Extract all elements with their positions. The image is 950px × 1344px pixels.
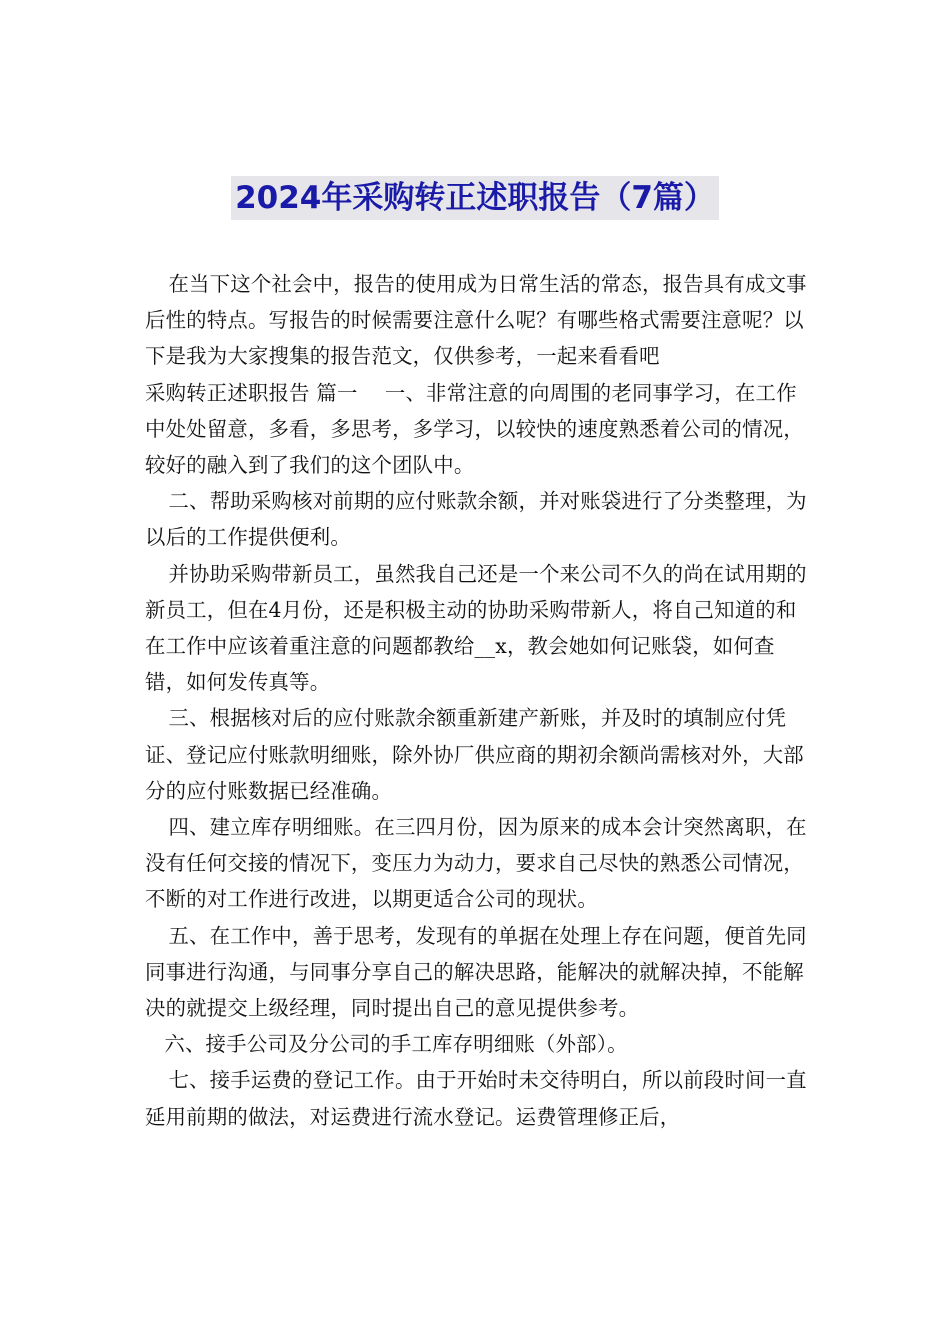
- body-paragraph: 七、接手运费的登记工作。由于开始时未交待明白，所以前段时间一直延用前期的做法，对运费进行流水登记。运费管理修正后，: [145, 1068, 807, 1129]
- document-body: [145, 266, 807, 1135]
- body-paragraph: 五、在工作中，善于思考，发现有的单据在处理上存在问题，便首先同同事进行沟通，与同事分享自己的解决思路，能解决的就解决掉，不能解决的就提交上级经理，同时提出自己的意见提供参考。: [145, 923, 807, 1021]
- document-title: 2024年采购转正述职报告（7篇）: [231, 176, 719, 220]
- title-area: [0, 176, 950, 220]
- body-paragraph: 三、根据核对后的应付账款余额重新建产新账，并及时的填制应付凭证、登记应付账款明细账，除外协厂供应商的期初余额尚需核对外，大部分的应付账数据已经准确。: [145, 706, 804, 803]
- intro-paragraph: 在当下这个社会中，报告的使用成为日常生活的常态，报告具有成文事后性的特点。写报告的时候需要注意什么呢？有哪些格式需要注意呢？以下是我为大家搜集的报告范文，仅供参考，一起来看看吧: [145, 272, 807, 369]
- body-paragraph: 二、帮助采购核对前期的应付账款余额，并对账袋进行了分类整理，为以后的工作提供便利。: [145, 489, 807, 550]
- body-paragraph: 并协助采购带新员工，虽然我自己还是一个来公司不久的尚在试用期的新员工，但在4月份，还是积极主动的协助采购带新人，将自己知道的和在工作中应该着重注意的问题都教给__x，教会她如何记账袋，如何查错，如何发传真等。: [145, 561, 807, 695]
- body-paragraph: 六、接手公司及分公司的手工库存明细账（外部）。: [164, 1032, 628, 1057]
- section-heading-paragraph: 采购转正述职报告 篇一 一、非常注意的向周围的老同事学习，在工作中处处留意，多看，多思考，多学习，以较快的速度熟悉着公司的情况，较好的融入到了我们的这个团队中。: [145, 380, 804, 478]
- body-paragraph: 四、建立库存明细账。在三四月份，因为原来的成本会计突然离职，在没有任何交接的情况下，变压力为动力，要求自己尽快的熟悉公司情况，不断的对工作进行改进，以期更适合公司的现状。: [145, 815, 807, 912]
